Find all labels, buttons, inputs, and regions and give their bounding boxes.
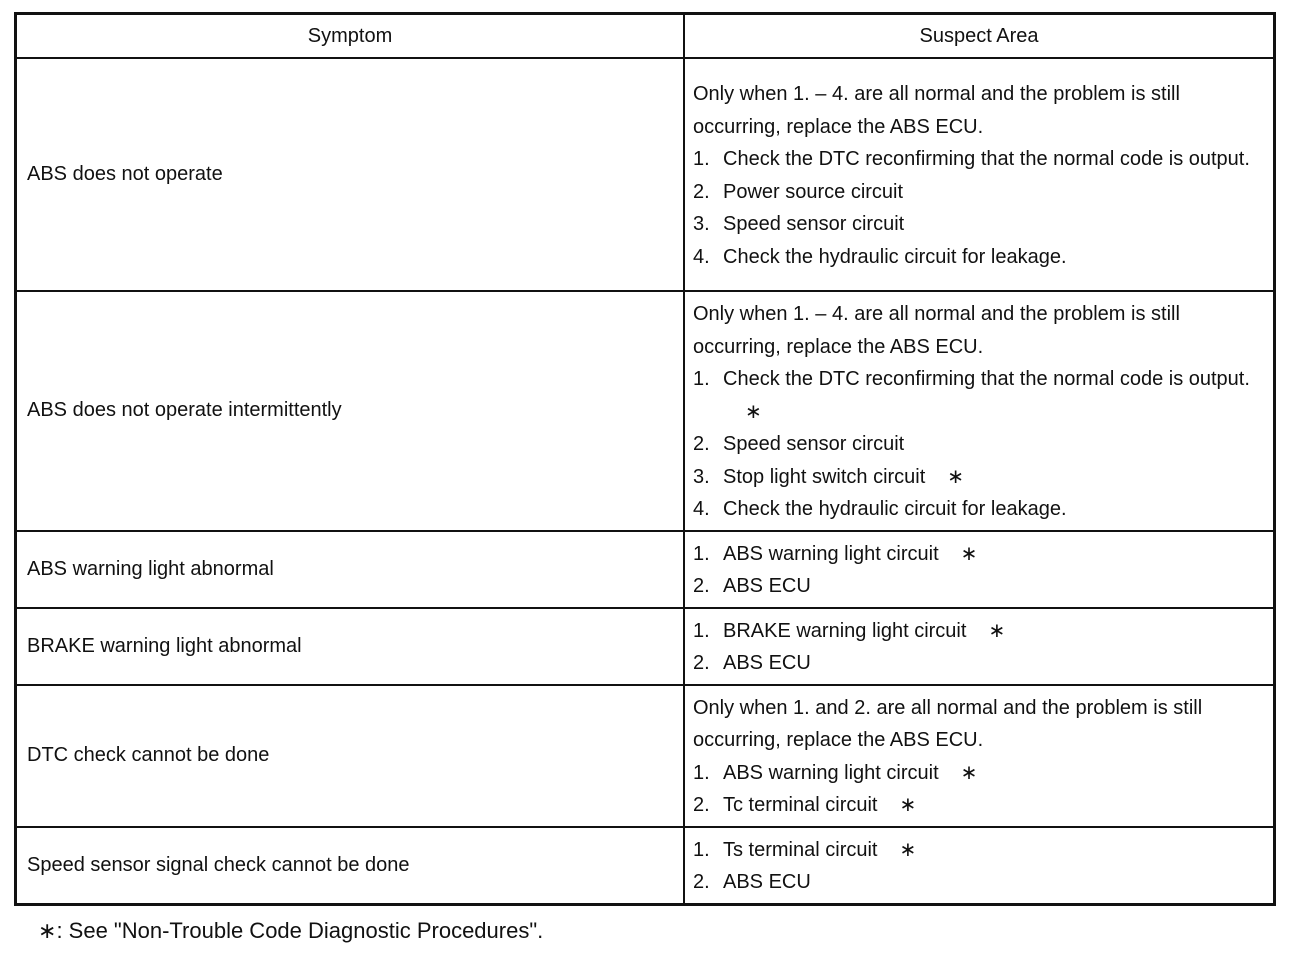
table-row [16, 608, 1275, 685]
item-number: 4. [693, 498, 710, 520]
item-number: 2. [693, 433, 710, 455]
item-text: Check the DTC reconfirming that the normal code is output. [723, 368, 1250, 390]
suspect-item [693, 428, 1265, 461]
symptom-cell [16, 531, 685, 608]
footnote-text: : See "Non-Trouble Code Diagnostic Procedures". [56, 918, 544, 943]
symptom-text: ABS does not operate [27, 163, 223, 185]
footnote-star: ∗ [947, 465, 965, 488]
suspect-area-cell [684, 827, 1275, 905]
suspect-item [693, 493, 1265, 526]
item-text: ABS warning light circuit [723, 761, 939, 784]
symptom-cell [16, 608, 685, 685]
item-number: 2. [693, 794, 710, 816]
item-text: Speed sensor circuit [723, 433, 905, 455]
table-row [16, 58, 1275, 291]
item-number: 2. [693, 180, 710, 203]
suspect-item [693, 176, 1265, 209]
item-number: 2. [693, 575, 710, 597]
item-number: 2. [693, 871, 710, 893]
item-number: 1. [693, 761, 710, 784]
suspect-item [693, 570, 1265, 603]
footnote-star: ∗ [988, 619, 1006, 642]
suspect-area-cell [684, 531, 1275, 608]
item-number: 1. [693, 148, 710, 170]
item-number: 1. [693, 838, 710, 861]
item-text: Speed sensor circuit [723, 213, 905, 235]
suspect-item [693, 647, 1265, 680]
suspect-item [693, 866, 1265, 899]
suspect-item [693, 615, 1265, 648]
item-number: 3. [693, 213, 710, 235]
item-text: Check the DTC reconfirming that the normal code is output. [723, 148, 1250, 170]
footnote-mark: ∗ [38, 918, 57, 943]
symptom-cell [16, 291, 685, 531]
column-header-suspect-area: Suspect Area [684, 14, 1275, 59]
item-text: Power source circuit [723, 180, 904, 203]
table-row [16, 531, 1275, 608]
item-number: 3. [693, 465, 710, 488]
suspect-area-cell [684, 58, 1275, 291]
suspect-item [693, 461, 1265, 494]
suspect-item [693, 363, 1265, 428]
item-text: Check the hydraulic circuit for leakage. [723, 245, 1067, 268]
suspect-area-cell [684, 685, 1275, 827]
item-text: Ts terminal circuit [723, 838, 878, 861]
symptom-cell [16, 827, 685, 905]
symptom-text: ABS warning light abnormal [27, 557, 274, 580]
suspect-area-cell [684, 291, 1275, 531]
symptom-text: DTC check cannot be done [27, 744, 270, 766]
footnote-star: ∗ [960, 542, 978, 565]
item-text: ABS ECU [723, 652, 811, 674]
item-number: 1. [693, 368, 710, 390]
symptom-cell [16, 58, 685, 291]
table-row [16, 827, 1275, 905]
suspect-item [693, 789, 1265, 822]
suspect-item [693, 757, 1265, 790]
suspect-item [693, 241, 1265, 274]
suspect-area-cell [684, 608, 1275, 685]
item-number: 1. [693, 619, 710, 642]
suspect-intro: Only when 1. – 4. are all normal and the problem is still occurring, replace the ABS ECU. [693, 83, 1180, 138]
item-text: Tc terminal circuit [723, 794, 878, 816]
item-number: 4. [693, 245, 710, 268]
footnote-star: ∗ [899, 794, 917, 816]
item-number: 1. [693, 542, 710, 565]
suspect-intro: Only when 1. and 2. are all normal and the problem is still occurring, replace the ABS ECU. [693, 696, 1203, 751]
item-text: Stop light switch circuit [723, 465, 926, 488]
symptom-text: BRAKE warning light abnormal [27, 634, 302, 657]
table-row [16, 291, 1275, 531]
suspect-intro: Only when 1. – 4. are all normal and the problem is still occurring, replace the ABS ECU. [693, 303, 1180, 358]
column-header-symptom: Symptom [16, 14, 685, 59]
item-text: ABS warning light circuit [723, 542, 939, 565]
footnote-star: ∗ [960, 761, 978, 784]
suspect-item [693, 834, 1265, 867]
item-text: ABS ECU [723, 871, 811, 893]
item-number: 2. [693, 652, 710, 674]
footnote [38, 918, 543, 944]
item-text: Check the hydraulic circuit for leakage. [723, 498, 1067, 520]
symptom-cell [16, 685, 685, 827]
symptom-text: Speed sensor signal check cannot be done [27, 853, 410, 876]
item-text: ABS ECU [723, 575, 811, 597]
table-body [16, 58, 1275, 904]
suspect-item [693, 208, 1265, 241]
suspect-item [693, 143, 1265, 176]
item-text: BRAKE warning light circuit [723, 619, 967, 642]
table-row [16, 685, 1275, 827]
table-header-row [16, 14, 1275, 59]
footnote-star: ∗ [899, 838, 917, 861]
footnote-star: ∗ [745, 400, 762, 423]
symptom-text: ABS does not operate intermittently [27, 399, 342, 422]
suspect-item [693, 538, 1265, 571]
troubleshooting-table [14, 12, 1276, 906]
